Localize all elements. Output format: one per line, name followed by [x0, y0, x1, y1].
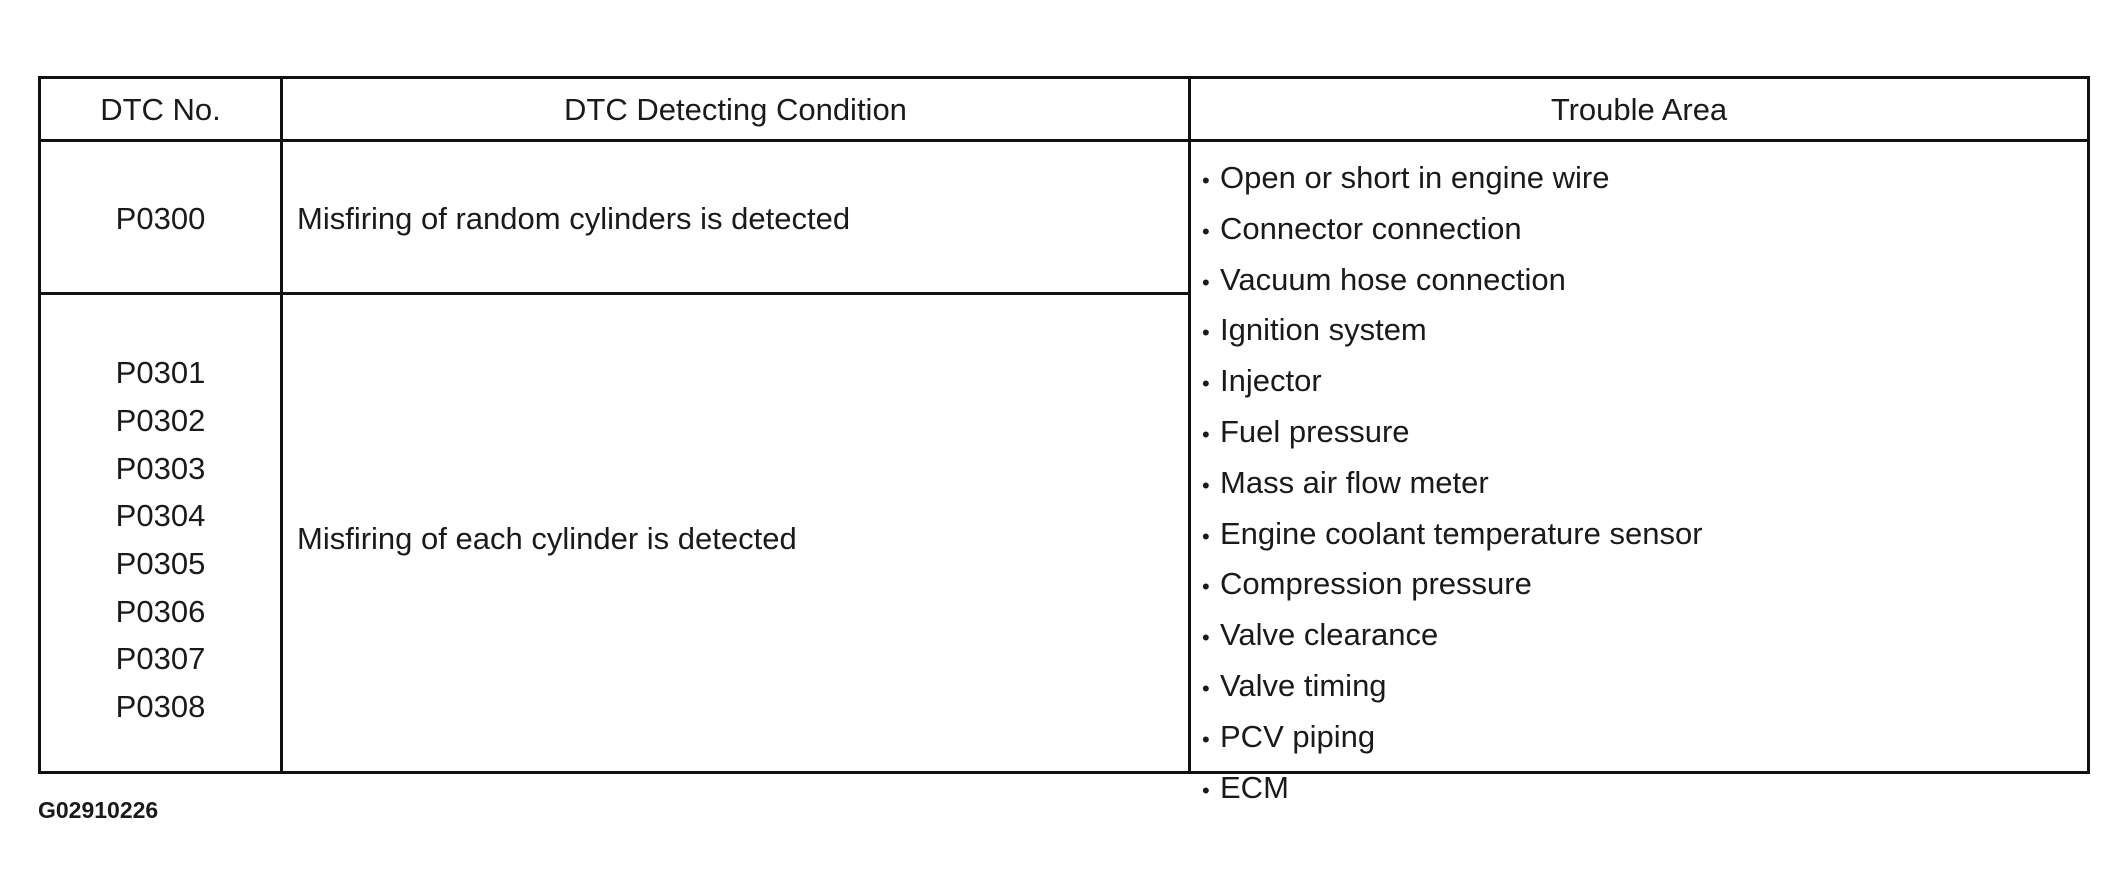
- bullet-icon: •: [1202, 574, 1210, 600]
- dtc-code: P0305: [115, 546, 206, 581]
- detecting-condition-each: Misfiring of each cylinder is detected: [297, 521, 797, 556]
- bullet-icon: •: [1202, 218, 1210, 244]
- dtc-table: [38, 76, 2090, 805]
- header-dtc-no: DTC No.: [100, 92, 221, 127]
- trouble-area-item: • PCV piping: [1202, 713, 1703, 764]
- bullet-icon: •: [1202, 625, 1210, 651]
- bullet-icon: •: [1202, 675, 1210, 701]
- dtc-code: P0304: [115, 498, 206, 533]
- trouble-area-item: • Vacuum hose connection: [1202, 256, 1703, 307]
- header-divider: [41, 139, 2087, 142]
- column-divider-2: [1188, 79, 1191, 771]
- bullet-icon: •: [1202, 726, 1210, 752]
- bullet-icon: •: [1202, 269, 1210, 295]
- bullet-icon: •: [1202, 320, 1210, 346]
- dtc-code: P0306: [115, 594, 206, 629]
- trouble-area-item: • Open or short in engine wire: [1202, 154, 1703, 205]
- bullet-icon: •: [1202, 168, 1210, 193]
- dtc-code: P0300: [115, 201, 206, 236]
- figure-code: G02910226: [38, 797, 159, 823]
- trouble-area-item: • Valve timing: [1202, 662, 1703, 713]
- trouble-area-item: • Connector connection: [1202, 205, 1703, 256]
- trouble-area-item: • Ignition system: [1202, 306, 1703, 357]
- dtc-code: P0303: [115, 451, 206, 486]
- detecting-condition-random: Misfiring of random cylinders is detected: [297, 201, 851, 236]
- dtc-code: P0302: [115, 403, 206, 438]
- dtc-code: P0308: [115, 689, 206, 724]
- trouble-area-item: • Engine coolant temperature sensor: [1202, 510, 1703, 561]
- trouble-area-item: • Injector: [1202, 357, 1703, 408]
- bullet-icon: •: [1202, 472, 1210, 498]
- row-divider: [41, 292, 1191, 295]
- header-condition: DTC Detecting Condition: [564, 92, 907, 127]
- trouble-area-item: • Fuel pressure: [1202, 408, 1703, 459]
- column-divider-1: [280, 79, 283, 771]
- dtc-code: P0307: [115, 641, 206, 676]
- dtc-code: P0301: [115, 355, 206, 390]
- trouble-area-item: • Mass air flow meter: [1202, 459, 1703, 510]
- bullet-icon: •: [1202, 523, 1210, 549]
- trouble-area-item: • Compression pressure: [1202, 560, 1703, 611]
- bullet-icon: •: [1202, 777, 1210, 803]
- bullet-icon: •: [1202, 421, 1210, 447]
- trouble-area-list: [1202, 154, 1703, 814]
- trouble-area-item: • Valve clearance: [1202, 611, 1703, 662]
- trouble-area-item: • ECM: [1202, 764, 1703, 815]
- header-trouble-area: Trouble Area: [1550, 92, 1728, 127]
- bullet-icon: •: [1202, 371, 1210, 397]
